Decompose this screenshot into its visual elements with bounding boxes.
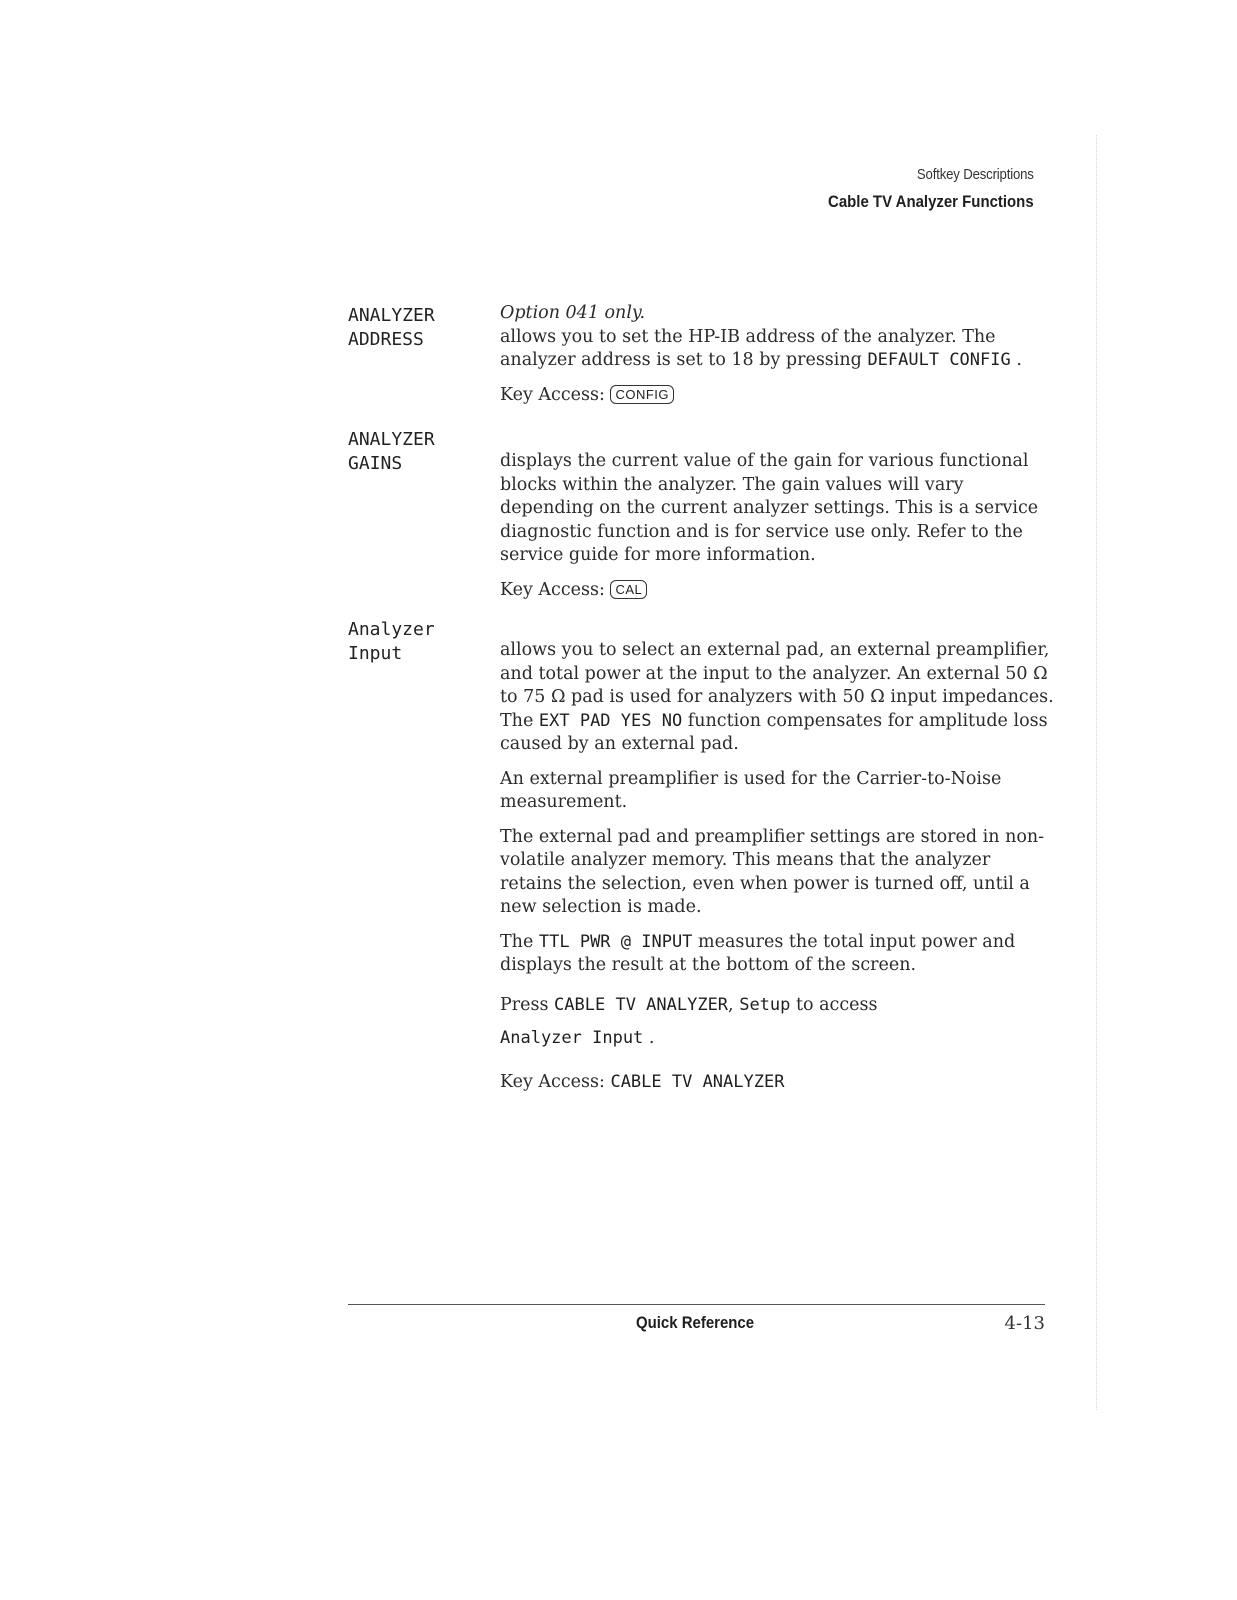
paragraph-text: allows you to set the HP-IB address of the analyzer. The analyzer address is set to 18 by pressing xyxy=(500,326,996,370)
term-line: ADDRESS xyxy=(348,329,424,350)
paragraph-text: to access xyxy=(795,994,878,1015)
term-line: ANALYZER xyxy=(348,429,435,450)
softkey-default-config: DEFAULT CONFIG xyxy=(867,350,1011,370)
term-line: ANALYZER xyxy=(348,305,435,326)
description-paragraph xyxy=(500,326,1055,373)
key-access-label: Key Access: xyxy=(500,384,605,405)
term-line: GAINS xyxy=(348,453,403,474)
hardkey-cal: CAL xyxy=(610,580,647,599)
description-paragraph: An external preamplifier is used for the Carrier-to-Noise measurement. xyxy=(500,768,1002,812)
paragraph-text: measures the total input power and displays the result at the bottom of the screen. xyxy=(500,931,1016,975)
paragraph-text: Press xyxy=(500,994,549,1015)
softkey-cable-tv-analyzer: CABLE TV ANALYZER xyxy=(554,994,729,1015)
description-paragraph xyxy=(500,989,1055,1055)
option-note: Option 041 only. xyxy=(500,303,646,323)
key-access-line xyxy=(500,579,1055,603)
description-paragraph xyxy=(500,931,1055,978)
softkey-cable-tv-analyzer-access: CABLE TV ANALYZER xyxy=(610,1071,785,1092)
softkey-analyzer-input: Analyzer Input xyxy=(500,1027,644,1048)
key-access-label: Key Access: xyxy=(500,1071,605,1092)
term-line: Analyzer xyxy=(348,619,435,640)
desc-analyzer-address xyxy=(500,302,1055,418)
page-number: 4-13 xyxy=(1004,1313,1045,1334)
description-paragraph: displays the current value of the gain for various functional blocks within the analyzer. The gain values will vary depending on the current analyzer settings. This is a service diagnostic function and is for service use only. Refer to the service guide for more information. xyxy=(500,451,1039,565)
description-paragraph: The external pad and preamplifier settings are stored in non-volatile analyzer memory. This means that the analyzer retains the selection, even when power is turned off, until a new selection is made. xyxy=(500,826,1045,917)
chapter-heading: Cable TV Analyzer Functions xyxy=(828,192,1034,211)
hardkey-config: CONFIG xyxy=(610,385,674,404)
paragraph-text: allows you to select an external pad, an external preamplifier, and total power at the input to the analyzer. An external 50 Ω to 75 Ω pad is used for analyzers with 50 Ω input impedances. The xyxy=(500,640,1054,731)
desc-analyzer-gains xyxy=(500,450,1055,613)
term-line: Input xyxy=(348,643,403,664)
description-paragraph xyxy=(500,639,1055,757)
softkey-ttl-pwr-input: TTL PWR @ INPUT xyxy=(538,931,693,952)
section-heading: Softkey Descriptions xyxy=(917,166,1034,183)
punctuation: . xyxy=(1016,350,1022,370)
paragraph-text: The xyxy=(500,931,534,952)
footer-title: Quick Reference xyxy=(636,1313,755,1332)
desc-analyzer-input xyxy=(500,639,1055,1105)
term-analyzer-address xyxy=(348,304,435,352)
softkey-setup: Setup xyxy=(739,994,791,1015)
term-analyzer-input xyxy=(348,618,435,666)
footer-rule xyxy=(348,1304,1045,1305)
punctuation: , xyxy=(728,994,734,1015)
key-access-line xyxy=(500,1071,1055,1095)
paragraph-text: function compensates for amplitude loss caused by an external pad. xyxy=(500,710,1048,754)
key-access-line xyxy=(500,384,1055,408)
scan-margin-line xyxy=(1096,135,1097,1410)
punctuation: . xyxy=(648,1027,655,1048)
term-analyzer-gains xyxy=(348,428,435,476)
softkey-ext-pad-yes-no: EXT PAD YES NO xyxy=(538,710,683,731)
key-access-label: Key Access: xyxy=(500,579,605,600)
